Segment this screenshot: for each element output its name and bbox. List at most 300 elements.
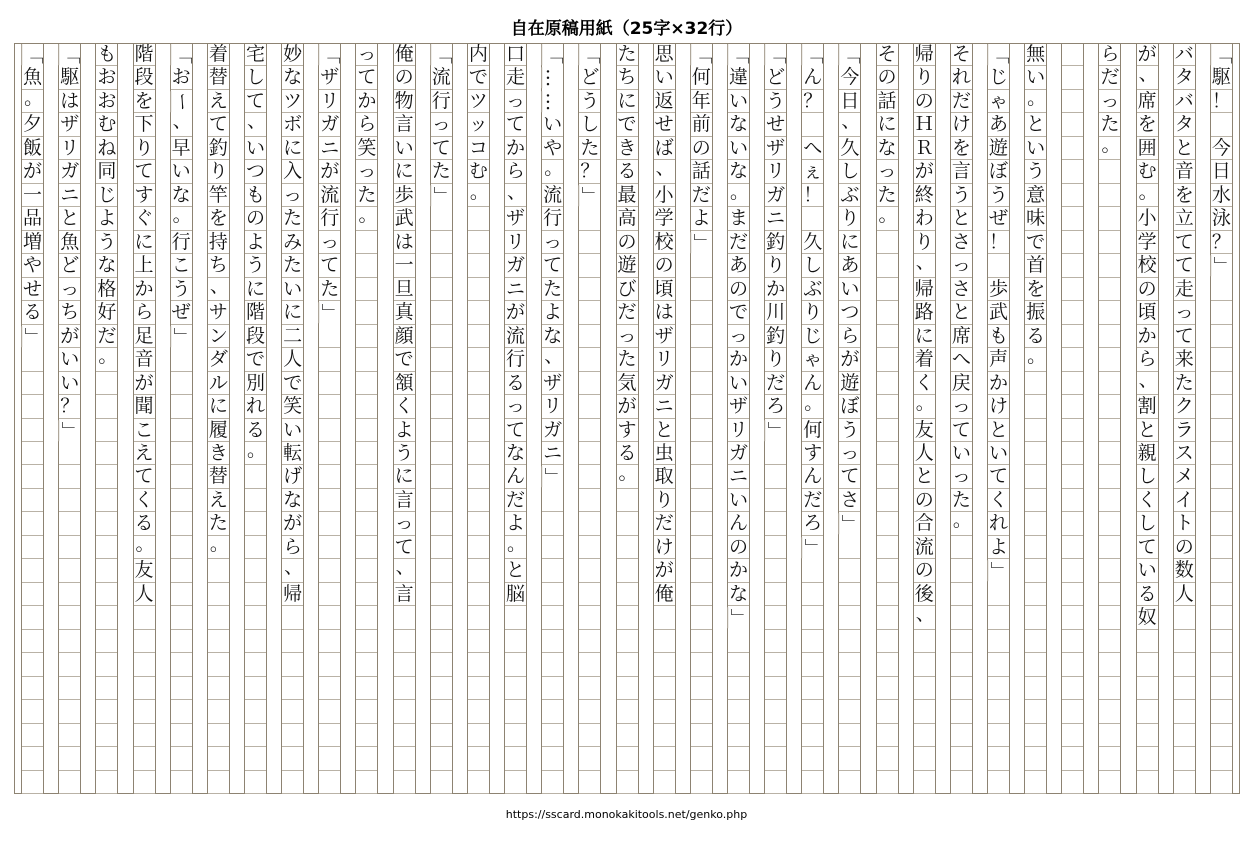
manuscript-cell	[765, 630, 786, 653]
manuscript-cell: っ	[728, 324, 748, 347]
manuscript-cell: い	[283, 277, 303, 300]
manuscript-cell	[839, 724, 860, 747]
manuscript-cell: 来	[1174, 348, 1194, 371]
manuscript-cell	[171, 771, 192, 794]
manuscript-cell: ら	[357, 113, 377, 136]
manuscript-cell: 「	[691, 45, 714, 65]
manuscript-cell: え	[208, 89, 228, 112]
manuscript-cell	[1025, 747, 1046, 770]
manuscript-cell	[1025, 395, 1046, 418]
manuscript-cell: る	[23, 301, 43, 324]
manuscript-cell	[1099, 325, 1120, 348]
manuscript-cell	[877, 465, 898, 488]
manuscript-column	[876, 43, 899, 794]
manuscript-cell: 早	[171, 136, 191, 159]
manuscript-cell	[96, 700, 117, 723]
manuscript-cell: り	[654, 488, 674, 511]
manuscript-cell	[914, 724, 935, 747]
manuscript-cell: 走	[506, 66, 526, 89]
manuscript-cell	[394, 630, 415, 653]
manuscript-cell: た	[431, 160, 451, 183]
manuscript-cell	[1211, 724, 1232, 747]
manuscript-cell	[1062, 325, 1083, 348]
manuscript-cell: で	[617, 113, 637, 136]
manuscript-cell	[617, 512, 638, 535]
manuscript-cell	[468, 559, 489, 582]
manuscript-cell: 、	[282, 559, 303, 582]
manuscript-cell: が	[60, 324, 80, 347]
manuscript-cell: せ	[654, 113, 674, 136]
manuscript-cell	[1062, 278, 1083, 301]
manuscript-cell	[1174, 700, 1195, 723]
manuscript-cell: て	[394, 535, 414, 558]
manuscript-cell: 。	[356, 207, 377, 230]
manuscript-cell: 遊	[840, 371, 860, 394]
manuscript-cell	[1211, 348, 1232, 371]
manuscript-cell: 。	[134, 536, 155, 559]
manuscript-cell	[1174, 747, 1195, 770]
manuscript-cell	[59, 559, 80, 582]
manuscript-cell: わ	[914, 207, 934, 230]
manuscript-cell	[728, 653, 749, 676]
manuscript-cell	[1211, 606, 1232, 629]
manuscript-cell: ニ	[728, 465, 748, 488]
manuscript-cell	[171, 372, 192, 395]
manuscript-cell: 流	[914, 535, 934, 558]
manuscript-cell: 行	[171, 230, 191, 253]
manuscript-cell	[691, 606, 712, 629]
manuscript-cell	[691, 512, 712, 535]
manuscript-column	[1136, 43, 1159, 794]
manuscript-cell	[1062, 536, 1083, 559]
manuscript-cell	[1062, 606, 1083, 629]
manuscript-cell	[914, 677, 935, 700]
manuscript-cell: 遊	[617, 254, 637, 277]
manuscript-cell: 小	[654, 183, 674, 206]
manuscript-cell: 流	[506, 324, 526, 347]
manuscript-cell: よ	[988, 535, 1008, 558]
manuscript-cell	[22, 465, 43, 488]
manuscript-cell: し	[840, 160, 860, 183]
manuscript-cell	[988, 254, 1009, 277]
manuscript-cell: 年	[691, 89, 711, 112]
manuscript-cell	[691, 348, 712, 371]
manuscript-cell	[1062, 630, 1083, 653]
manuscript-cell	[617, 630, 638, 653]
manuscript-cell	[951, 583, 972, 606]
manuscript-cell: ツ	[468, 89, 488, 112]
manuscript-cell	[691, 254, 712, 277]
manuscript-cell: り	[766, 254, 786, 277]
manuscript-cell: く	[134, 488, 154, 511]
manuscript-cell: ん	[803, 465, 823, 488]
manuscript-cell	[245, 771, 266, 794]
manuscript-cell	[171, 512, 192, 535]
manuscript-cell: 行	[320, 207, 340, 230]
manuscript-cell: リ	[506, 230, 526, 253]
manuscript-cell: の	[245, 207, 265, 230]
manuscript-cell: よ	[506, 512, 526, 535]
manuscript-cell: 。	[914, 395, 935, 418]
manuscript-cell: か	[728, 348, 748, 371]
manuscript-cell	[1211, 325, 1232, 348]
manuscript-cell	[171, 630, 192, 653]
manuscript-cell: を	[1137, 113, 1157, 136]
manuscript-cell: ？	[803, 89, 823, 112]
manuscript-cell: っ	[951, 465, 971, 488]
manuscript-cell: 釣	[208, 136, 228, 159]
manuscript-cell	[877, 559, 898, 582]
manuscript-cell	[877, 536, 898, 559]
manuscript-cell: で	[245, 348, 265, 371]
manuscript-cell: ぐ	[134, 207, 154, 230]
manuscript-cell: な	[506, 441, 526, 464]
manuscript-cell: ？	[60, 395, 80, 418]
manuscript-cell	[431, 747, 452, 770]
manuscript-cell: 釣	[766, 230, 786, 253]
manuscript-cell: 意	[1026, 183, 1046, 206]
manuscript-cell: ら	[283, 535, 303, 558]
manuscript-cell: ち	[208, 254, 228, 277]
manuscript-cell	[617, 724, 638, 747]
manuscript-cell	[1211, 700, 1232, 723]
manuscript-cell: 」	[988, 561, 1011, 581]
manuscript-cell	[579, 677, 600, 700]
manuscript-cell	[356, 254, 377, 277]
manuscript-cell: も	[988, 324, 1008, 347]
manuscript-cell: 日	[1211, 160, 1231, 183]
manuscript-cell	[1062, 700, 1083, 723]
manuscript-cell	[356, 395, 377, 418]
manuscript-cell: ？	[580, 160, 600, 183]
manuscript-cell	[356, 348, 377, 371]
manuscript-cell: ぼ	[840, 395, 860, 418]
manuscript-cell: 替	[208, 465, 228, 488]
manuscript-cell: の	[691, 136, 711, 159]
manuscript-cell	[1025, 583, 1046, 606]
manuscript-cell	[617, 653, 638, 676]
manuscript-cell: だ	[97, 324, 117, 347]
manuscript-cell: 階	[245, 301, 265, 324]
manuscript-cell: え	[208, 488, 228, 511]
manuscript-cell	[1211, 301, 1232, 324]
manuscript-cell	[431, 489, 452, 512]
manuscript-cell	[22, 700, 43, 723]
manuscript-cell: ザ	[60, 113, 80, 136]
manuscript-cell: に	[134, 230, 154, 253]
manuscript-cell: い	[951, 441, 971, 464]
manuscript-cell	[802, 207, 823, 230]
manuscript-cell: て	[1174, 254, 1194, 277]
manuscript-cell	[431, 583, 452, 606]
manuscript-cell	[877, 231, 898, 254]
manuscript-cell	[542, 630, 563, 653]
manuscript-cell: を	[1174, 183, 1194, 206]
manuscript-cell	[951, 724, 972, 747]
manuscript-cell	[22, 536, 43, 559]
manuscript-cell	[877, 512, 898, 535]
manuscript-cell: 言	[951, 160, 971, 183]
manuscript-cell: さ	[951, 230, 971, 253]
manuscript-cell	[171, 442, 192, 465]
manuscript-column	[1210, 43, 1233, 794]
manuscript-cell: ン	[208, 324, 228, 347]
manuscript-cell	[208, 747, 229, 770]
manuscript-cell	[468, 512, 489, 535]
manuscript-cell	[1099, 489, 1120, 512]
manuscript-cell: じ	[97, 183, 117, 206]
manuscript-cell	[914, 653, 935, 676]
manuscript-cell	[1099, 184, 1120, 207]
manuscript-cell	[691, 372, 712, 395]
manuscript-cell: う	[580, 89, 600, 112]
manuscript-cell	[691, 700, 712, 723]
manuscript-cell: ス	[1174, 441, 1194, 464]
manuscript-cell: ザ	[543, 371, 563, 394]
manuscript-cell: 気	[617, 371, 637, 394]
manuscript-cell	[1174, 677, 1195, 700]
manuscript-cell: 顔	[394, 324, 414, 347]
manuscript-cell: ザ	[506, 207, 526, 230]
manuscript-cell	[839, 559, 860, 582]
manuscript-cell	[579, 254, 600, 277]
manuscript-cell: び	[617, 277, 637, 300]
manuscript-cell: 段	[134, 66, 154, 89]
manuscript-cell	[654, 630, 675, 653]
manuscript-cell: か	[728, 559, 748, 582]
manuscript-cell: っ	[60, 277, 80, 300]
manuscript-cell	[431, 254, 452, 277]
manuscript-cell	[765, 771, 786, 794]
manuscript-cell	[319, 325, 340, 348]
manuscript-cell: 日	[840, 89, 860, 112]
manuscript-cell: か	[1137, 324, 1157, 347]
manuscript-paper	[14, 43, 1240, 794]
manuscript-cell: 脳	[506, 582, 526, 605]
manuscript-cell	[1174, 653, 1195, 676]
manuscript-cell: と	[1137, 418, 1157, 441]
manuscript-cell: さ	[951, 277, 971, 300]
manuscript-cell	[839, 677, 860, 700]
manuscript-cell	[877, 583, 898, 606]
manuscript-cell: て	[1174, 230, 1194, 253]
manuscript-cell	[1099, 771, 1120, 794]
manuscript-cell	[1062, 583, 1083, 606]
manuscript-cell	[1137, 700, 1158, 723]
manuscript-cell	[1062, 90, 1083, 113]
manuscript-cell	[394, 700, 415, 723]
manuscript-cell: だ	[803, 488, 823, 511]
manuscript-cell: 下	[134, 113, 154, 136]
manuscript-cell	[877, 677, 898, 700]
manuscript-cell	[988, 583, 1009, 606]
manuscript-cell	[59, 724, 80, 747]
manuscript-cell: さ	[840, 488, 860, 511]
manuscript-cell: ニ	[506, 277, 526, 300]
manuscript-cell: に	[877, 113, 897, 136]
manuscript-cell	[542, 583, 563, 606]
manuscript-cell: そ	[951, 43, 971, 65]
manuscript-cell	[1062, 442, 1083, 465]
manuscript-cell: こ	[134, 418, 154, 441]
manuscript-cell: 」	[839, 514, 862, 534]
manuscript-cell	[1099, 747, 1120, 770]
manuscript-cell	[1099, 207, 1120, 230]
manuscript-cell	[691, 278, 712, 301]
manuscript-cell	[22, 348, 43, 371]
manuscript-cell	[1025, 653, 1046, 676]
manuscript-cell	[1099, 700, 1120, 723]
manuscript-cell: る	[134, 512, 154, 535]
manuscript-cell	[282, 724, 303, 747]
manuscript-cell: ！	[1211, 89, 1231, 112]
manuscript-cell	[542, 700, 563, 723]
manuscript-cell	[1099, 254, 1120, 277]
manuscript-cell	[1062, 66, 1083, 89]
manuscript-cell	[579, 278, 600, 301]
manuscript-cell	[468, 606, 489, 629]
manuscript-cell	[1211, 442, 1232, 465]
manuscript-cell	[468, 630, 489, 653]
manuscript-cell: が	[840, 348, 860, 371]
manuscript-cell	[542, 677, 563, 700]
manuscript-cell	[1062, 724, 1083, 747]
manuscript-cell: 転	[283, 441, 303, 464]
manuscript-cell: 何	[803, 418, 823, 441]
manuscript-cell: ガ	[60, 160, 80, 183]
manuscript-cell: り	[803, 301, 823, 324]
manuscript-cell: 何	[691, 66, 711, 89]
manuscript-cell: リ	[654, 348, 674, 371]
manuscript-cell	[802, 583, 823, 606]
manuscript-cell: 。	[1137, 184, 1158, 207]
manuscript-cell	[728, 700, 749, 723]
manuscript-cell: 。	[802, 395, 823, 418]
manuscript-cell	[654, 606, 675, 629]
manuscript-cell: 話	[877, 89, 897, 112]
manuscript-cell: や	[543, 136, 563, 159]
manuscript-cell	[691, 442, 712, 465]
manuscript-cell	[356, 677, 377, 700]
manuscript-cell	[356, 771, 377, 794]
manuscript-cell: ガ	[728, 441, 748, 464]
manuscript-cell	[468, 419, 489, 442]
manuscript-cell: の	[617, 230, 637, 253]
manuscript-cell: 数	[1174, 559, 1194, 582]
manuscript-cell: 走	[1174, 277, 1194, 300]
manuscript-cell: っ	[320, 230, 340, 253]
manuscript-cell	[171, 348, 192, 371]
manuscript-cell	[1099, 536, 1120, 559]
manuscript-cell	[579, 606, 600, 629]
manuscript-cell	[1025, 700, 1046, 723]
manuscript-cell	[356, 747, 377, 770]
manuscript-cell	[319, 419, 340, 442]
manuscript-cell: に	[245, 277, 265, 300]
manuscript-cell	[96, 512, 117, 535]
manuscript-cell: っ	[951, 254, 971, 277]
manuscript-cell	[468, 301, 489, 324]
manuscript-cell: が	[23, 160, 43, 183]
manuscript-cell	[617, 747, 638, 770]
manuscript-cell	[431, 348, 452, 371]
manuscript-cell	[1174, 606, 1195, 629]
manuscript-cell: 無	[1026, 43, 1046, 65]
manuscript-cell	[59, 771, 80, 794]
manuscript-cell	[654, 724, 675, 747]
manuscript-cell	[988, 747, 1009, 770]
manuscript-cell	[1099, 677, 1120, 700]
manuscript-cell	[96, 559, 117, 582]
manuscript-cell: に	[914, 324, 934, 347]
manuscript-cell	[877, 630, 898, 653]
manuscript-cell: が	[506, 301, 526, 324]
manuscript-cell	[208, 606, 229, 629]
manuscript-cell	[579, 559, 600, 582]
manuscript-cell	[468, 442, 489, 465]
manuscript-cell: う	[245, 254, 265, 277]
manuscript-cell	[319, 677, 340, 700]
manuscript-cell: ザ	[728, 395, 748, 418]
manuscript-cell	[839, 771, 860, 794]
manuscript-column	[393, 43, 416, 794]
manuscript-cell: 。	[505, 536, 526, 559]
manuscript-cell	[951, 630, 972, 653]
manuscript-cell	[1174, 724, 1195, 747]
manuscript-cell: て	[134, 465, 154, 488]
manuscript-cell	[1099, 372, 1120, 395]
manuscript-cell	[1211, 512, 1232, 535]
manuscript-cell: だ	[506, 488, 526, 511]
manuscript-cell: の	[394, 66, 414, 89]
manuscript-cell: と	[1026, 113, 1046, 136]
manuscript-cell: ガ	[766, 183, 786, 206]
manuscript-cell	[319, 372, 340, 395]
manuscript-cell: て	[134, 160, 154, 183]
manuscript-cell: 」	[319, 303, 342, 323]
manuscript-cell	[691, 419, 712, 442]
manuscript-cell: ゃ	[988, 89, 1008, 112]
manuscript-cell: ザ	[766, 136, 786, 159]
manuscript-cell: る	[617, 160, 637, 183]
manuscript-cell: 席	[1137, 89, 1157, 112]
manuscript-cell: だ	[951, 89, 971, 112]
manuscript-column	[578, 43, 601, 794]
manuscript-cell: 「	[170, 45, 193, 65]
manuscript-cell: と	[988, 418, 1008, 441]
manuscript-cell: 最	[617, 183, 637, 206]
manuscript-column	[355, 43, 378, 794]
manuscript-cell	[22, 583, 43, 606]
manuscript-column	[690, 43, 713, 794]
manuscript-cell	[22, 630, 43, 653]
manuscript-cell: て	[1174, 324, 1194, 347]
manuscript-cell: 飯	[23, 136, 43, 159]
manuscript-cell	[951, 677, 972, 700]
manuscript-cell	[171, 700, 192, 723]
manuscript-cell	[319, 395, 340, 418]
manuscript-cell	[765, 606, 786, 629]
manuscript-cell: む	[1137, 160, 1157, 183]
manuscript-cell: 路	[914, 301, 934, 324]
manuscript-cell	[468, 724, 489, 747]
manuscript-column	[616, 43, 639, 794]
manuscript-cell	[208, 700, 229, 723]
manuscript-cell: な	[283, 488, 303, 511]
manuscript-cell: た	[543, 277, 563, 300]
manuscript-cell: 流	[431, 66, 451, 89]
manuscript-column	[950, 43, 973, 794]
